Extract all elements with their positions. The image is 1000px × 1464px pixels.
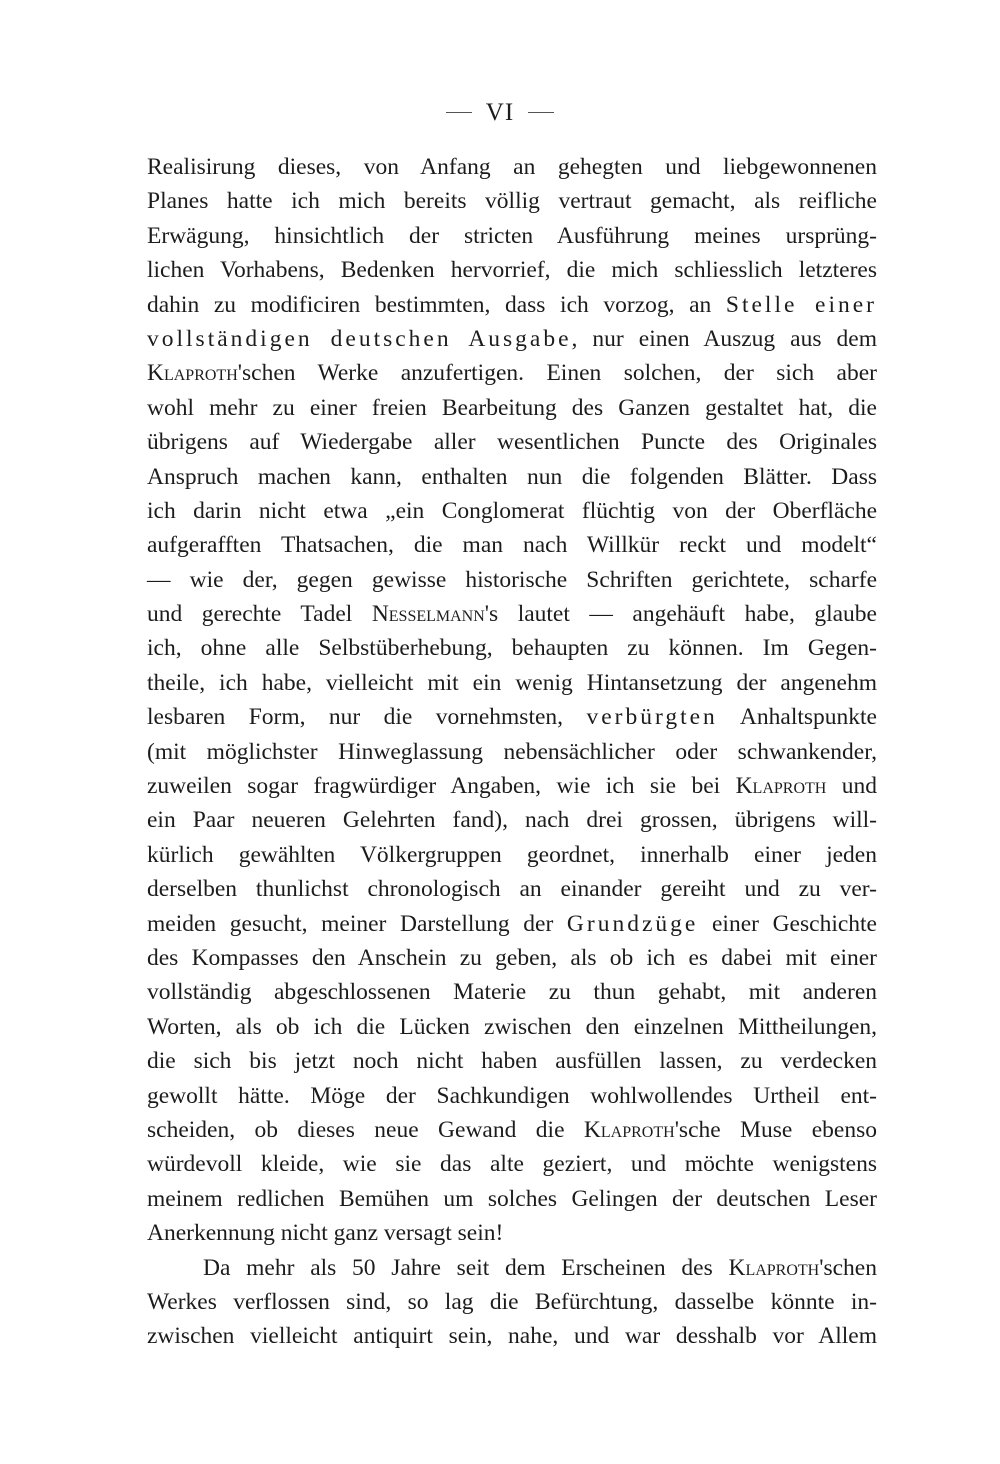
page-header xyxy=(0,98,1000,127)
text-line: ein Paar neueren Gelehrten fand), nach drei grossen, übrigens will- xyxy=(147,807,877,834)
text-line: vollständig abgeschlossenen Materie zu thun gehabt, mit anderen xyxy=(147,979,877,1006)
text-line: aufgerafften Thatsachen, die man nach Willkür reckt und modelt“ xyxy=(147,532,877,559)
spaced-emphasis: Stelle einer xyxy=(725,291,877,318)
text-line: übrigens auf Wiedergabe aller wesentlichen Puncte des Originales xyxy=(147,429,877,456)
paragraph-start-line: Da mehr als 50 Jahre seit dem Erscheinen des Klaproth'schen xyxy=(203,1254,877,1281)
text-line: Planes hatte ich mich bereits völlig vertraut gemacht, als reifliche xyxy=(147,188,877,215)
author-name: Klaproth xyxy=(728,1254,820,1281)
author-name: Klaproth xyxy=(583,1116,675,1143)
text-line: des Kompasses den Anschein zu geben, als ob ich es dabei mit einer xyxy=(147,944,877,971)
header-dash-right xyxy=(528,112,554,113)
text-line: vollständigen deutschen Ausgabe, nur einen Auszug aus dem xyxy=(147,325,877,352)
text-line: Anerkennung nicht ganz versagt sein! xyxy=(147,1220,504,1247)
text-line: gewollt hätte. Möge der Sachkundigen wohlwollendes Urtheil ent- xyxy=(147,1082,877,1109)
text-line: Werkes verflossen sind, so lag die Befürchtung, dasselbe könnte in- xyxy=(147,1288,877,1315)
author-name: Klaproth xyxy=(735,773,827,800)
text-line: Klaproth'schen Werke anzufertigen. Einen solchen, der sich aber xyxy=(147,360,877,387)
body-text xyxy=(147,150,877,1354)
text-line: kürlich gewählten Völkergruppen geordnet, innerhalb einer jeden xyxy=(147,841,877,868)
text-line: scheiden, ob dieses neue Gewand die Klaproth'sche Muse ebenso xyxy=(147,1116,877,1143)
text-line: dahin zu modificiren bestimmten, dass ich vorzog, an Stelle einer xyxy=(147,291,877,318)
text-line: — wie der, gegen gewisse historische Schriften gerichtete, scharfe xyxy=(147,566,877,593)
text-line: meiden gesucht, meiner Darstellung der Grundzüge einer Geschichte xyxy=(147,910,877,937)
author-name: Nesselmann xyxy=(371,601,485,628)
text-line: lichen Vorhabens, Bedenken hervorrief, die mich schliesslich letzteres xyxy=(147,257,877,284)
text-line: würdevoll kleide, wie sie das alte geziert, und möchte wenigstens xyxy=(147,1151,877,1178)
text-line: theile, ich habe, vielleicht mit ein wenig Hintansetzung der angenehm xyxy=(147,669,877,696)
text-line: Worten, als ob ich die Lücken zwischen den einzelnen Mittheilungen, xyxy=(147,1013,877,1040)
text-line: und gerechte Tadel Nesselmann's lautet — angehäuft habe, glaube xyxy=(147,601,877,628)
text-line: die sich bis jetzt noch nicht haben ausfüllen lassen, zu verdecken xyxy=(147,1048,877,1075)
text-line: Realisirung dieses, von Anfang an gehegten und liebgewonnenen xyxy=(147,154,877,180)
text-line: zwischen vielleicht antiquirt sein, nahe, und war desshalb vor Allem xyxy=(147,1323,877,1350)
page-number: VI xyxy=(485,99,515,127)
author-name: Klaproth xyxy=(147,360,238,387)
spaced-emphasis: vollständigen deutschen Ausgabe xyxy=(147,325,572,352)
spaced-emphasis: verbürgten xyxy=(586,704,718,731)
text-line: Erwägung, hinsichtlich der stricten Ausführung meines ursprüng- xyxy=(147,222,877,249)
text-line: meinem redlichen Bemühen um solches Gelingen der deutschen Leser xyxy=(147,1185,877,1212)
text-line: wohl mehr zu einer freien Bearbeitung des Ganzen gestaltet hat, die xyxy=(147,394,877,421)
text-line: derselben thunlichst chronologisch an einander gereiht und zu ver- xyxy=(147,876,877,903)
text-line: ich, ohne alle Selbstüberhebung, behaupten zu können. Im Gegen- xyxy=(147,635,877,662)
spaced-emphasis: Grundzüge xyxy=(566,910,699,937)
text-line: zuweilen sogar fragwürdiger Angaben, wie ich sie bei Klaproth und xyxy=(147,773,878,800)
text-line: Anspruch machen kann, enthalten nun die folgenden Blätter. Dass xyxy=(147,463,877,490)
text-line: lesbaren Form, nur die vornehmsten, verbürgten Anhaltspunkte xyxy=(147,704,877,731)
text-line: (mit möglichster Hinweglassung nebensächlicher oder schwankender, xyxy=(147,738,877,765)
header-dash-left xyxy=(446,112,472,113)
text-line: ich darin nicht etwa „ein Conglomerat flüchtig von der Oberfläche xyxy=(147,497,877,524)
